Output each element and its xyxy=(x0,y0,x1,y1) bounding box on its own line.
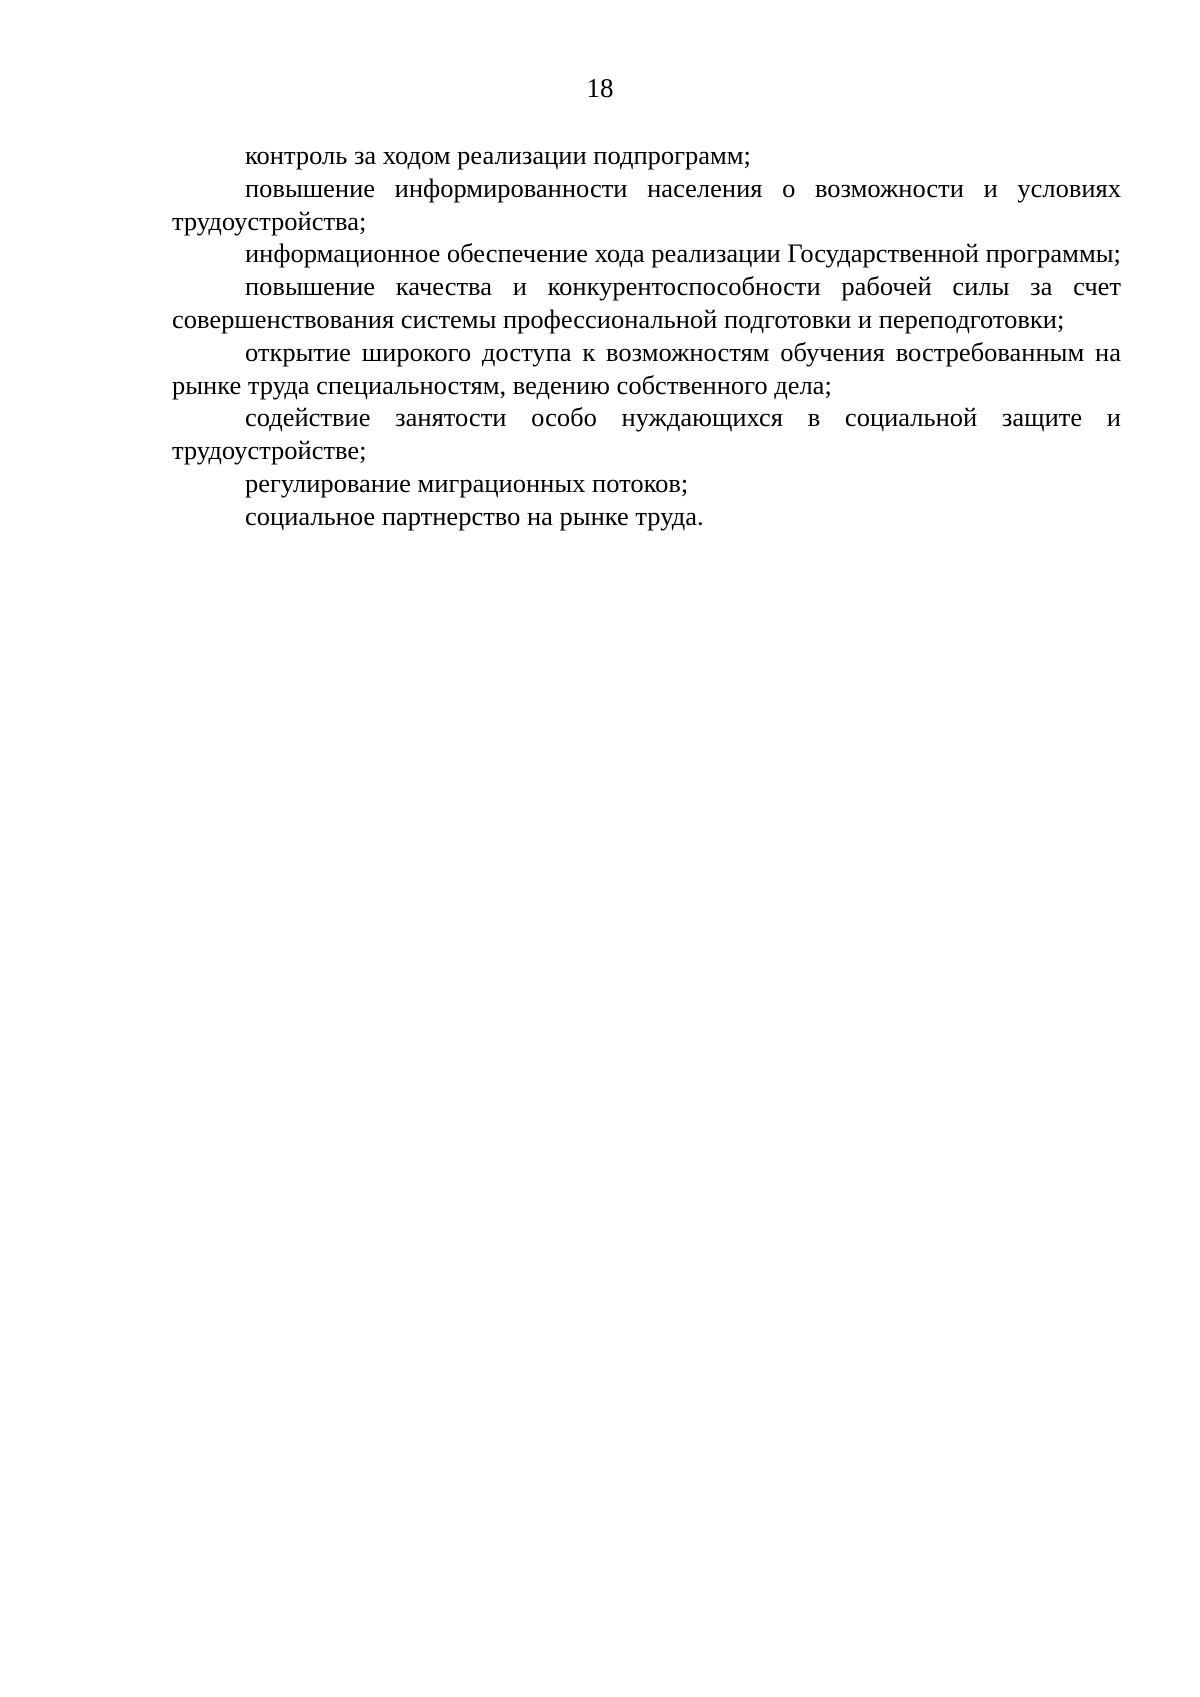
list-item: информационное обеспечение хода реализации Государственной программы; xyxy=(245,238,1121,269)
list-item: повышение качества и конкурентоспособности рабочей силы за счет совершенствования системы профессиональной подготовки и переподготовки; xyxy=(172,271,1121,334)
list-item: открытие широкого доступа к возможностям обучения востребованным на рынке труда специальностям, ведению собственного дела; xyxy=(172,336,1121,400)
list-item: контроль за ходом реализации подпрограмм; xyxy=(245,140,751,170)
page-number: 18 xyxy=(586,73,614,103)
list-item: содействие занятости особо нуждающихся в социальной защите и трудоустройстве; xyxy=(172,402,1121,466)
list-item: повышение информированности населения о возможности и условиях трудоустройства; xyxy=(172,172,1121,236)
list-item: социальное партнерство на рынке труда. xyxy=(245,500,704,531)
document-body xyxy=(172,139,1121,533)
list-item: регулирование миграционных потоков; xyxy=(245,467,689,498)
